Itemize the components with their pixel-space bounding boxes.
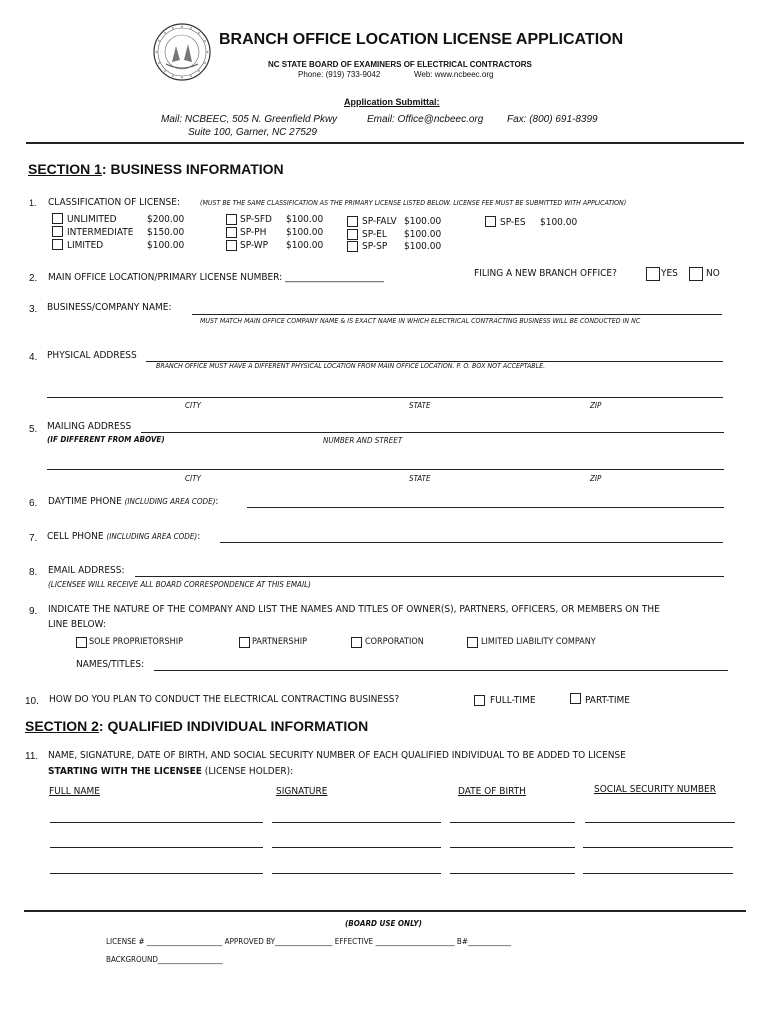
mailing-state-label: STATE — [409, 474, 431, 483]
mail-address-line2: Suite 100, Garner, NC 27529 — [188, 127, 317, 138]
mailing-city-state-zip-field[interactable] — [47, 469, 724, 470]
q6-note: (INCLUDING AREA CODE) — [124, 497, 216, 506]
physical-city-state-zip-field[interactable] — [47, 397, 723, 398]
q11-line2 — [48, 766, 293, 777]
qi-full-name-field[interactable] — [50, 873, 263, 874]
q7-colon: : — [197, 531, 201, 542]
nc-state-seal-logo — [152, 22, 212, 82]
q1-note: (MUST BE THE SAME CLASSIFICATION AS THE PRIMARY LICENSE LISTED BELOW. LICENSE FEE MUST BE SUBMITTED WITH APPLICATION) — [200, 199, 627, 207]
license-option-label: LIMITED — [67, 240, 104, 251]
q7-label — [47, 531, 200, 542]
sp-falv-checkbox[interactable] — [347, 216, 358, 227]
qi-signature-field[interactable] — [272, 873, 441, 874]
board-use-label: (BOARD USE ONLY) — [345, 919, 422, 928]
company-type-label: LIMITED LIABILITY COMPANY — [481, 637, 596, 647]
q7-number: 7. — [29, 533, 38, 544]
q7-label-text: CELL PHONE — [47, 531, 104, 542]
full-time-checkbox[interactable] — [474, 695, 485, 706]
submittal-email: Email: Office@ncbeec.org — [367, 114, 484, 125]
q11-number: 11. — [25, 751, 39, 762]
q3-label: BUSINESS/COMPANY NAME: — [47, 302, 172, 313]
sp-sp-checkbox[interactable] — [347, 241, 358, 252]
col-header-date-of-birth: DATE OF BIRTH — [458, 786, 526, 797]
board-phone: Phone: (919) 733-9042 — [298, 70, 381, 79]
mail-address-line1: Mail: NCBEEC, 505 N. Greenfield Pkwy — [161, 114, 338, 125]
part-time-label: PART-TIME — [585, 695, 630, 706]
q8-label: EMAIL ADDRESS: — [48, 565, 125, 576]
filing-yes-checkbox[interactable] — [646, 267, 660, 281]
license-option-label: INTERMEDIATE — [67, 227, 134, 238]
part-time-checkbox[interactable] — [570, 693, 581, 704]
llc-checkbox[interactable] — [467, 637, 478, 648]
q10-number: 10. — [25, 696, 39, 707]
company-type-label: SOLE PROPRIETORSHIP — [89, 637, 184, 647]
q5-label: MAILING ADDRESS — [47, 421, 132, 432]
board-website: Web: www.ncbeec.org — [414, 70, 494, 79]
section2-heading-prefix: SECTION 2 — [25, 718, 99, 734]
business-name-field[interactable] — [192, 314, 722, 315]
corporation-checkbox[interactable] — [351, 637, 362, 648]
physical-city-label: CITY — [185, 401, 201, 410]
unlimited-checkbox[interactable] — [52, 213, 63, 224]
q3-number: 3. — [29, 304, 38, 315]
board-use-background: BACKGROUND__________________ — [106, 955, 223, 964]
q6-label — [48, 496, 218, 507]
partnership-checkbox[interactable] — [239, 637, 250, 648]
license-option-label: SP-FALV — [362, 216, 397, 227]
section2-heading-rest: : QUALIFIED INDIVIDUAL INFORMATION — [98, 718, 369, 734]
q4-note: BRANCH OFFICE MUST HAVE A DIFFERENT PHYSICAL LOCATION FROM MAIN OFFICE LOCATION. P. O. BOX NOT ACCEPTABLE. — [156, 362, 546, 370]
qi-ssn-field[interactable] — [583, 873, 733, 874]
company-type-label: PARTNERSHIP — [252, 637, 308, 647]
q3-note: MUST MATCH MAIN OFFICE COMPANY NAME & IS EXACT NAME IN WHICH ELECTRICAL CONTRACTING BUSINESS WILL BE CONDUCTED IN NC — [200, 317, 641, 325]
qi-full-name-field[interactable] — [50, 847, 263, 848]
mailing-address-field[interactable] — [141, 432, 724, 433]
license-option-label: SP-ES — [500, 217, 526, 228]
physical-state-label: STATE — [409, 401, 431, 410]
license-option-fee: $100.00 — [540, 217, 578, 228]
section1-heading — [28, 161, 284, 177]
mailing-street-label: NUMBER AND STREET — [323, 436, 403, 445]
full-time-label: FULL-TIME — [490, 695, 536, 706]
qi-ssn-field[interactable] — [585, 822, 735, 823]
license-option-fee: $100.00 — [404, 216, 442, 227]
license-option-fee: $100.00 — [286, 240, 324, 251]
names-titles-field[interactable] — [154, 670, 728, 671]
col-header-signature: SIGNATURE — [276, 786, 328, 797]
license-option-label: SP-EL — [362, 229, 387, 240]
license-option-fee: $100.00 — [404, 241, 442, 252]
qi-dob-field[interactable] — [450, 847, 575, 848]
q11-line2-bold: STARTING WITH THE LICENSEE — [48, 766, 202, 777]
board-use-line1: LICENSE # _____________________ APPROVED BY________________ EFFECTIVE ______________________ B#____________ — [106, 937, 512, 946]
q6-colon: : — [215, 496, 219, 507]
qi-signature-field[interactable] — [272, 822, 441, 823]
q9-number: 9. — [29, 606, 38, 617]
cell-phone-field[interactable] — [220, 542, 723, 543]
filing-yes-label: YES — [661, 268, 678, 279]
sp-ph-checkbox[interactable] — [226, 227, 237, 238]
q2-number: 2. — [29, 273, 38, 284]
sole-proprietorship-checkbox[interactable] — [76, 637, 87, 648]
daytime-phone-field[interactable] — [247, 507, 724, 508]
filing-no-checkbox[interactable] — [689, 267, 703, 281]
q8-note: (LICENSEE WILL RECEIVE ALL BOARD CORRESPONDENCE AT THIS EMAIL) — [48, 580, 311, 589]
q9-line1: INDICATE THE NATURE OF THE COMPANY AND LIST THE NAMES AND TITLES OF OWNER(S), PARTNERS, OFFICERS, OR MEMBERS ON THE — [48, 604, 660, 615]
filing-new-branch-label: FILING A NEW BRANCH OFFICE? — [474, 268, 617, 279]
submittal-fax: Fax: (800) 691-8399 — [507, 114, 598, 125]
board-name: NC STATE BOARD OF EXAMINERS OF ELECTRICAL CONTRACTORS — [268, 60, 532, 69]
names-titles-label: NAMES/TITLES: — [76, 659, 145, 670]
q5-number: 5. — [29, 424, 38, 435]
q11-line1: NAME, SIGNATURE, DATE OF BIRTH, AND SOCIAL SECURITY NUMBER OF EACH QUALIFIED INDIVIDUAL TO BE ADDED TO LICENSE — [48, 750, 626, 761]
mailing-city-label: CITY — [185, 474, 201, 483]
company-type-label: CORPORATION — [365, 637, 424, 647]
physical-zip-label: ZIP — [590, 401, 602, 410]
q8-number: 8. — [29, 567, 38, 578]
license-option-fee: $100.00 — [404, 229, 442, 240]
qi-full-name-field[interactable] — [50, 822, 263, 823]
sp-sfd-checkbox[interactable] — [226, 214, 237, 225]
board-use-divider — [24, 910, 746, 912]
license-option-label: SP-WP — [240, 240, 269, 251]
q6-label-text: DAYTIME PHONE — [48, 496, 122, 507]
intermediate-checkbox[interactable] — [52, 226, 63, 237]
submittal-heading: Application Submittal: — [344, 97, 440, 107]
section1-heading-prefix: SECTION 1 — [28, 161, 102, 177]
q5-note: (IF DIFFERENT FROM ABOVE) — [47, 435, 165, 444]
q1-label: CLASSIFICATION OF LICENSE: — [48, 197, 180, 208]
section2-heading — [25, 718, 368, 734]
mailing-zip-label: ZIP — [590, 474, 602, 483]
sp-wp-checkbox[interactable] — [226, 240, 237, 251]
sp-el-checkbox[interactable] — [347, 229, 358, 240]
q6-number: 6. — [29, 498, 38, 509]
q4-number: 4. — [29, 352, 38, 363]
license-option-label: UNLIMITED — [67, 214, 117, 225]
col-header-ssn: SOCIAL SECURITY NUMBER — [594, 784, 716, 795]
limited-checkbox[interactable] — [52, 239, 63, 250]
q9-line2: LINE BELOW: — [48, 619, 106, 630]
sp-es-checkbox[interactable] — [485, 216, 496, 227]
q4-label: PHYSICAL ADDRESS — [47, 350, 137, 361]
license-option-label: SP-SFD — [240, 214, 272, 225]
license-option-label: SP-SP — [362, 241, 388, 252]
form-title: BRANCH OFFICE LOCATION LICENSE APPLICATION — [219, 31, 624, 48]
email-address-field[interactable] — [135, 576, 724, 577]
license-option-fee: $150.00 — [147, 227, 185, 238]
q1-number: 1. — [29, 198, 37, 208]
col-header-full-name: FULL NAME — [49, 786, 100, 797]
license-option-fee: $100.00 — [286, 214, 324, 225]
license-option-fee: $100.00 — [147, 240, 185, 251]
license-option-fee: $200.00 — [147, 214, 185, 225]
q2-label: MAIN OFFICE LOCATION/PRIMARY LICENSE NUMBER: ______________________ — [48, 272, 384, 283]
q11-line2-rest: (LICENSE HOLDER): — [201, 766, 294, 777]
q10-label: HOW DO YOU PLAN TO CONDUCT THE ELECTRICAL CONTRACTING BUSINESS? — [49, 694, 400, 705]
q7-note: (INCLUDING AREA CODE) — [106, 532, 198, 541]
filing-no-label: NO — [706, 268, 720, 279]
qi-dob-field[interactable] — [450, 822, 575, 823]
qi-ssn-field[interactable] — [583, 847, 733, 848]
header-divider — [26, 142, 744, 144]
qi-dob-field[interactable] — [450, 873, 575, 874]
qi-signature-field[interactable] — [272, 847, 441, 848]
license-option-label: SP-PH — [240, 227, 267, 238]
license-option-fee: $100.00 — [286, 227, 324, 238]
section1-heading-rest: : BUSINESS INFORMATION — [101, 161, 284, 177]
